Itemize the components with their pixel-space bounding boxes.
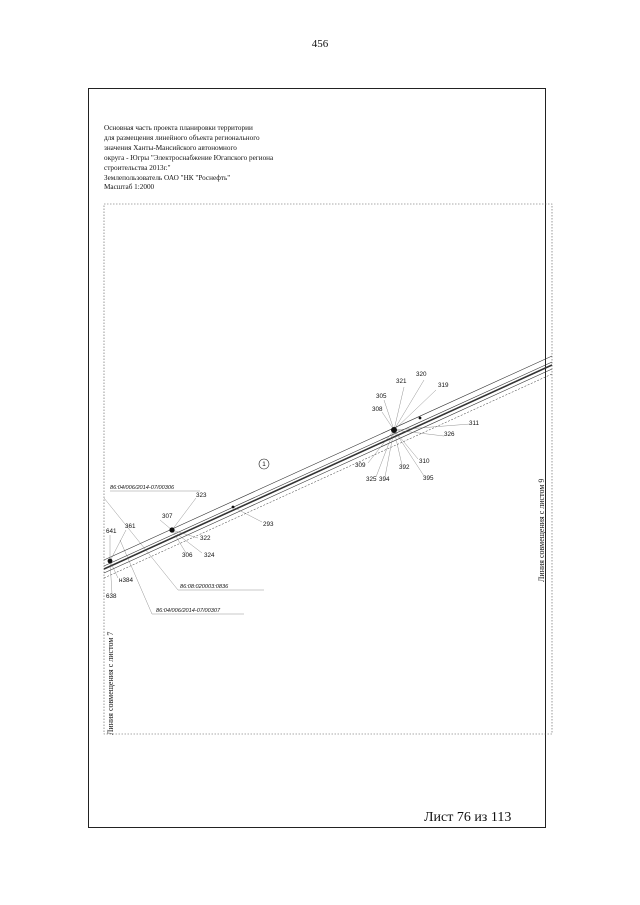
point-label: 325 bbox=[366, 476, 377, 483]
sheet-number: Лист 76 из 113 bbox=[424, 810, 512, 825]
point-label: 310 bbox=[419, 458, 430, 465]
point-label: 323 bbox=[196, 492, 207, 499]
survey-point bbox=[169, 527, 174, 532]
point-label: 324 bbox=[204, 552, 215, 559]
point-label: 293 bbox=[263, 521, 274, 528]
point-label: 319 bbox=[438, 382, 449, 389]
map-boundary bbox=[104, 204, 552, 734]
title-line: Основная часть проекта планировки территории bbox=[104, 124, 253, 132]
point-label: 394 bbox=[379, 476, 390, 483]
point-label: 305 bbox=[376, 393, 387, 400]
point-label: 311 bbox=[469, 420, 480, 427]
cadastral-label: 86:04/006/2014-07/00307 bbox=[156, 608, 221, 614]
point-label: 320 bbox=[416, 371, 427, 378]
point-label: 392 bbox=[399, 464, 410, 471]
title-line: Масштаб 1:2000 bbox=[104, 183, 155, 192]
page-number: 456 bbox=[311, 38, 329, 50]
match-line-left-label: Линия совмещения с листом 7 bbox=[106, 631, 115, 735]
point-label: 641 bbox=[106, 528, 117, 535]
title-line: для размещения линейного объекта регионального bbox=[104, 133, 260, 142]
cadastral-label: 86:04/006/2014-07/00306 bbox=[110, 485, 175, 491]
survey-point bbox=[232, 506, 235, 509]
point-label: 307 bbox=[162, 513, 173, 520]
cadastral-label: 86:08:020003:0836 bbox=[180, 584, 229, 590]
survey-point bbox=[108, 559, 113, 564]
point-label: 361 bbox=[125, 523, 136, 530]
survey-point bbox=[419, 417, 422, 420]
corridor bbox=[104, 356, 552, 578]
survey-point bbox=[391, 427, 397, 433]
point-label: 326 bbox=[444, 431, 455, 438]
title-line: строительства 2013г." bbox=[104, 163, 171, 172]
title-line: округа - Югры "Электроснабжение Югапского региона bbox=[104, 153, 274, 162]
point-label: 309 bbox=[355, 462, 366, 469]
point-label: н384 bbox=[119, 577, 133, 584]
point-label: 322 bbox=[200, 535, 211, 542]
point-label: 308 bbox=[372, 406, 383, 413]
point-label: 638 bbox=[106, 593, 117, 600]
match-line-right-label: Линия совмещения с листом 9 bbox=[537, 478, 546, 582]
title-line: значения Ханты-Мансийского автономного bbox=[104, 143, 237, 152]
leader-lines bbox=[104, 380, 470, 614]
point-label: 395 bbox=[423, 475, 434, 482]
point-label: 321 bbox=[396, 378, 407, 385]
title-line: Землепользователь ОАО "НК "Роснефть" bbox=[104, 173, 231, 182]
circle-marker-label: 1 bbox=[262, 461, 266, 469]
point-label: 306 bbox=[182, 552, 193, 559]
